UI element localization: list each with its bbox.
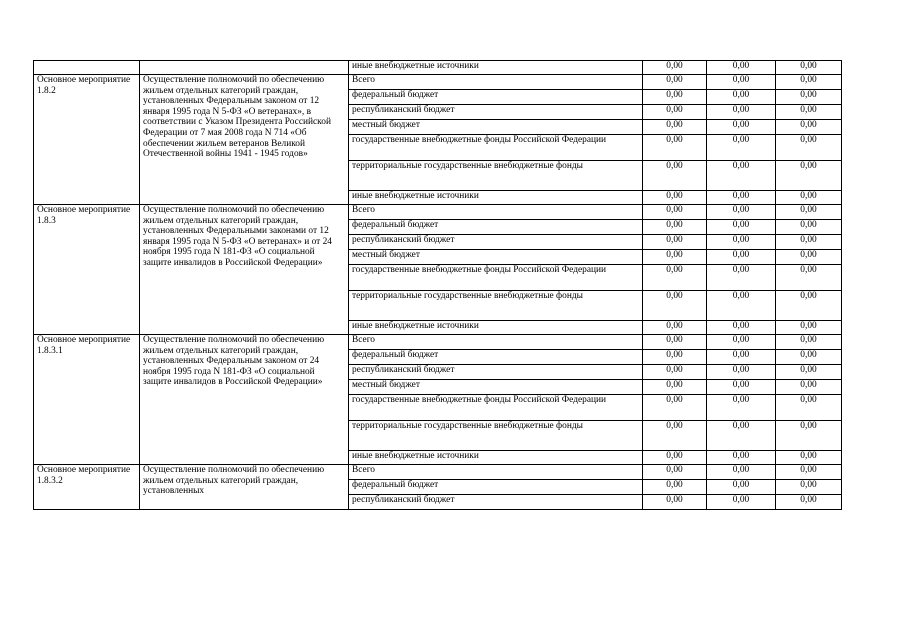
funding-source-cell: местный бюджет [349, 120, 643, 135]
value-cell: 0,00 [643, 265, 707, 291]
value-cell: 0,00 [643, 105, 707, 120]
funding-source-cell: иные внебюджетные источники [349, 321, 643, 335]
table-row [34, 335, 842, 350]
value-cell: 0,00 [643, 235, 707, 250]
funding-source-cell: федеральный бюджет [349, 350, 643, 365]
value-cell: 0,00 [776, 250, 842, 265]
value-cell: 0,00 [776, 90, 842, 105]
value-cell: 0,00 [707, 220, 776, 235]
value-cell: 0,00 [643, 380, 707, 395]
value-cell: 0,00 [776, 191, 842, 205]
value-cell: 0,00 [643, 335, 707, 350]
value-cell: 0,00 [643, 365, 707, 380]
value-cell: 0,00 [643, 90, 707, 105]
funding-source-cell: Всего [349, 75, 643, 90]
event-description: Осуществление полномочий по обеспечению жильем отдельных категорий граждан, установленных Федеральным законом от 12 января 1995 года N 5-ФЗ «О ветеранах», в соответствии с Указом Президента Российской Федерации от 7 мая 2008 года N 714 «Об обеспечении жильем ветеранов Великой Отечественной войны 1941 - 1945 годов» [140, 75, 349, 205]
value-cell: 0,00 [776, 365, 842, 380]
table-row [34, 205, 842, 220]
funding-source-cell: федеральный бюджет [349, 480, 643, 495]
value-cell: 0,00 [707, 480, 776, 495]
value-cell: 0,00 [776, 220, 842, 235]
value-cell: 0,00 [707, 135, 776, 161]
value-cell: 0,00 [707, 120, 776, 135]
funding-source-cell: республиканский бюджет [349, 105, 643, 120]
value-cell: 0,00 [707, 105, 776, 120]
value-cell: 0,00 [643, 395, 707, 421]
value-cell: 0,00 [776, 291, 842, 321]
value-cell: 0,00 [643, 120, 707, 135]
funding-source-cell: местный бюджет [349, 380, 643, 395]
funding-table [33, 60, 842, 510]
value-cell: 0,00 [707, 495, 776, 510]
table-row [34, 61, 842, 75]
funding-source-cell: территориальные государственные внебюджетные фонды [349, 161, 643, 191]
value-cell: 0,00 [643, 250, 707, 265]
value-cell: 0,00 [643, 135, 707, 161]
value-cell: 0,00 [707, 465, 776, 480]
funding-source-cell: республиканский бюджет [349, 495, 643, 510]
value-cell: 0,00 [776, 335, 842, 350]
event-code: Основное мероприятие 1.8.3.1 [34, 335, 140, 465]
funding-source-cell: федеральный бюджет [349, 90, 643, 105]
funding-source-cell: государственные внебюджетные фонды Российской Федерации [349, 395, 643, 421]
funding-source-cell: государственные внебюджетные фонды Российской Федерации [349, 135, 643, 161]
value-cell: 0,00 [776, 380, 842, 395]
event-code: Основное мероприятие 1.8.3 [34, 205, 140, 335]
value-cell: 0,00 [776, 135, 842, 161]
value-cell: 0,00 [643, 421, 707, 451]
value-cell: 0,00 [707, 235, 776, 250]
value-cell: 0,00 [707, 350, 776, 365]
value-cell: 0,00 [776, 451, 842, 465]
table-row [34, 75, 842, 90]
value-cell: 0,00 [643, 495, 707, 510]
funding-source-cell: Всего [349, 465, 643, 480]
value-cell: 0,00 [707, 380, 776, 395]
value-cell: 0,00 [643, 75, 707, 90]
value-cell: 0,00 [707, 395, 776, 421]
value-cell: 0,00 [776, 61, 842, 75]
value-cell: 0,00 [643, 480, 707, 495]
code-cell [34, 61, 140, 75]
value-cell: 0,00 [707, 90, 776, 105]
event-description: Осуществление полномочий по обеспечению жильем отдельных категорий граждан, установленных Федеральным законом от 24 ноября 1995 года N 181-ФЗ «О социальной защите инвалидов в Российской Федерации» [140, 335, 349, 465]
value-cell: 0,00 [707, 365, 776, 380]
event-description: Осуществление полномочий по обеспечению жильем отдельных категорий граждан, установленных [140, 465, 349, 510]
funding-source-cell: республиканский бюджет [349, 235, 643, 250]
value-cell: 0,00 [776, 495, 842, 510]
value-cell: 0,00 [776, 350, 842, 365]
value-cell: 0,00 [707, 421, 776, 451]
table-row [34, 465, 842, 480]
value-cell: 0,00 [643, 321, 707, 335]
value-cell: 0,00 [643, 191, 707, 205]
funding-source-cell: иные внебюджетные источники [349, 191, 643, 205]
value-cell: 0,00 [776, 120, 842, 135]
value-cell: 0,00 [776, 480, 842, 495]
value-cell: 0,00 [776, 161, 842, 191]
value-cell: 0,00 [776, 465, 842, 480]
value-cell: 0,00 [707, 291, 776, 321]
value-cell: 0,00 [776, 205, 842, 220]
value-cell: 0,00 [776, 75, 842, 90]
value-cell: 0,00 [776, 265, 842, 291]
funding-source-cell: территориальные государственные внебюджетные фонды [349, 421, 643, 451]
value-cell: 0,00 [707, 75, 776, 90]
value-cell: 0,00 [643, 161, 707, 191]
description-cell [140, 61, 349, 75]
funding-source-cell: государственные внебюджетные фонды Российской Федерации [349, 265, 643, 291]
value-cell: 0,00 [776, 235, 842, 250]
event-description: Осуществление полномочий по обеспечению жильем отдельных категорий граждан, установленных Федеральными законами от 12 января 1995 года N 5-ФЗ «О ветеранах» и от 24 ноября 1995 года N 181-ФЗ «О социальной защите инвалидов в Российской Федерации» [140, 205, 349, 335]
funding-source-cell: территориальные государственные внебюджетные фонды [349, 291, 643, 321]
funding-source-cell: республиканский бюджет [349, 365, 643, 380]
value-cell: 0,00 [643, 350, 707, 365]
value-cell: 0,00 [643, 205, 707, 220]
event-code: Основное мероприятие 1.8.3.2 [34, 465, 140, 510]
value-cell: 0,00 [643, 61, 707, 75]
value-cell: 0,00 [707, 250, 776, 265]
value-cell: 0,00 [707, 205, 776, 220]
funding-source-cell: местный бюджет [349, 250, 643, 265]
funding-source-cell: Всего [349, 205, 643, 220]
value-cell: 0,00 [643, 291, 707, 321]
value-cell: 0,00 [776, 321, 842, 335]
value-cell: 0,00 [707, 335, 776, 350]
value-cell: 0,00 [707, 61, 776, 75]
value-cell: 0,00 [707, 191, 776, 205]
value-cell: 0,00 [707, 451, 776, 465]
value-cell: 0,00 [707, 265, 776, 291]
value-cell: 0,00 [643, 465, 707, 480]
value-cell: 0,00 [776, 395, 842, 421]
value-cell: 0,00 [776, 421, 842, 451]
value-cell: 0,00 [707, 161, 776, 191]
funding-source-cell: федеральный бюджет [349, 220, 643, 235]
value-cell: 0,00 [643, 451, 707, 465]
funding-source-cell: иные внебюджетные источники [349, 61, 643, 75]
event-code: Основное мероприятие 1.8.2 [34, 75, 140, 205]
funding-source-cell: Всего [349, 335, 643, 350]
value-cell: 0,00 [643, 220, 707, 235]
funding-source-cell: иные внебюджетные источники [349, 451, 643, 465]
value-cell: 0,00 [776, 105, 842, 120]
value-cell: 0,00 [707, 321, 776, 335]
